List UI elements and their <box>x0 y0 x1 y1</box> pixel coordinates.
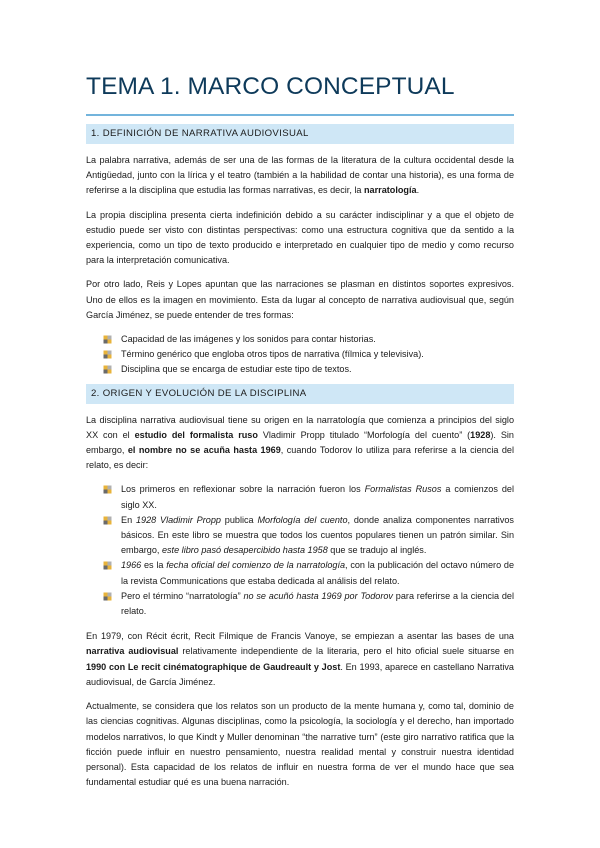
list-item <box>103 332 514 347</box>
bullet-icon <box>103 592 112 601</box>
bullet-list <box>86 332 514 378</box>
list-item <box>103 347 514 362</box>
text-run: En <box>121 514 136 525</box>
list-item <box>103 513 514 559</box>
text-run: para referirse a la ciencia del relato. <box>121 590 514 617</box>
paragraph <box>86 153 514 199</box>
list-item <box>103 589 514 619</box>
bold-text: narratología <box>364 185 417 196</box>
list-item <box>103 558 514 588</box>
list-item-text: Término genérico que engloba otros tipos de narrativa (fílmica y televisiva). <box>121 349 424 360</box>
list-item <box>103 482 514 512</box>
bullet-icon <box>103 516 112 525</box>
italic-text: 1966 <box>121 560 142 571</box>
paragraph: Por otro lado, Reis y Lopes apuntan que las narraciones se plasman en distintos soportes expresivos. Uno de ellos es la imagen en movimiento. Esta da lugar al concepto de narrativa audiovisual que, según García Jiménez, se puede entender de tres formas: <box>86 279 514 320</box>
paragraph: La propia disciplina presenta cierta indefinición debido a su carácter indisciplinar y a que el objeto de estudio puede ser visto con distintas perspectivas: como una estructura cognitiva que da sentido a la experiencia, como un tipo de texto producido e interpretado en cualquier tipo de medio y como recurso para la interpretación comunicativa. <box>86 209 514 266</box>
bullet-icon <box>103 335 112 344</box>
paragraph <box>86 413 514 474</box>
title-underline <box>86 114 514 116</box>
bullet-list <box>86 482 514 619</box>
text-run: publica <box>220 514 258 525</box>
text-run: relativamente independiente de la literaria, pero el hito oficial suele situarse en <box>178 646 514 657</box>
text-run: Pero el término “narratología” <box>121 590 244 601</box>
italic-text: este libro pasó desapercibido hasta 1958 <box>161 545 328 556</box>
bold-text: 1928 <box>470 429 491 440</box>
text-run: es la <box>141 560 167 571</box>
list-item-text: Capacidad de las imágenes y los sonidos para contar historias. <box>121 334 376 345</box>
list-item-text: Disciplina que se encarga de estudiar este tipo de textos. <box>121 364 352 375</box>
text-run: a comienzos del siglo XX. <box>121 484 515 510</box>
text-run: Vladimir Propp titulado “Morfología del cuento” ( <box>257 429 471 440</box>
text-run: La palabra narrativa, además de ser una de las formas de la literatura de la cultura occidental desde la Antigüedad, junto con la lírica y el teatro (también a la habilidad de contar una historia), es una forma de referirse a la disciplina que estudia las formas narrativas, es decir, la <box>86 155 514 196</box>
page-title: TEMA 1. MARCO CONCEPTUAL <box>86 73 455 100</box>
text-run: . <box>416 185 420 196</box>
italic-text: Formalistas Rusos <box>364 484 442 495</box>
text-run: , con la publicación del octavo número de la revista Communications que estaba dedicada al análisis del relato. <box>121 560 515 586</box>
paragraph <box>86 629 514 690</box>
text-run: Los primeros en reflexionar sobre la narración fueron los <box>121 484 365 495</box>
bold-text: 1990 con Le recit cinématographique de Gaudreault y Jost <box>86 661 341 672</box>
section-heading-definicion: 1. DEFINICIÓN DE NARRATIVA AUDIOVISUAL <box>86 124 514 144</box>
bullet-icon <box>103 561 112 570</box>
bullet-icon <box>103 350 112 359</box>
bullet-icon <box>103 365 112 374</box>
text-run: ). Sin embargo, <box>86 429 514 456</box>
bullet-icon <box>103 485 112 494</box>
bold-text: narrativa audiovisual <box>86 646 179 657</box>
text-run: La disciplina narrativa audiovisual tiene su origen en la narratología que comienza a principios del siglo XX con el <box>86 414 514 440</box>
bold-text: el nombre no se acuña hasta 1969 <box>127 445 281 456</box>
text-run: , cuando Todorov lo utiliza para referirse a la ciencia del relato, es decir: <box>86 445 514 471</box>
paragraph: Actualmente, se considera que los relatos son un producto de la mente humana y, como tal, dominio de las ciencias cognitivas. Algunas disciplinas, como la psicología, la sociología y el derecho, han importado modelos narrativos, lo que Kindt y Muller denominan “the narrative turn” (este giro narrativo ratifica que la ficción puede influir en nuestro pensamiento, nuestra realidad mental y construir nuestra identidad personal). Esta capacidad de los relatos de influir en nuestra forma de ver el mundo hace que sea fundamental estudiar qué es una buena narración. <box>86 701 514 788</box>
list-item <box>103 362 514 377</box>
italic-text: fecha oficial del comienzo de la narratología <box>166 560 346 571</box>
text-run: . En 1993, aparece en castellano Narrativa audiovisual, de García Jiménez. <box>86 661 514 687</box>
text-run: En 1979, con Récit écrit, Recit Filmique de Francis Vanoye, se empiezan a asentar las bases de una <box>86 631 514 642</box>
section-heading-origen: 2. ORIGEN Y EVOLUCIÓN DE LA DISCIPLINA <box>86 384 514 404</box>
italic-text: no se acuñó hasta 1969 por Todorov <box>243 590 393 601</box>
bold-text: estudio del formalista ruso <box>134 429 258 440</box>
italic-text: Morfología del cuento <box>257 514 348 525</box>
italic-text: 1928 Vladimir Propp <box>135 514 221 525</box>
text-run: que se tradujo al inglés. <box>327 545 427 556</box>
text-run: , donde analiza componentes narrativos básicos. En este libro se muestra que todos los cuentos populares tienen un patrón similar. Sin embargo, <box>121 514 514 556</box>
